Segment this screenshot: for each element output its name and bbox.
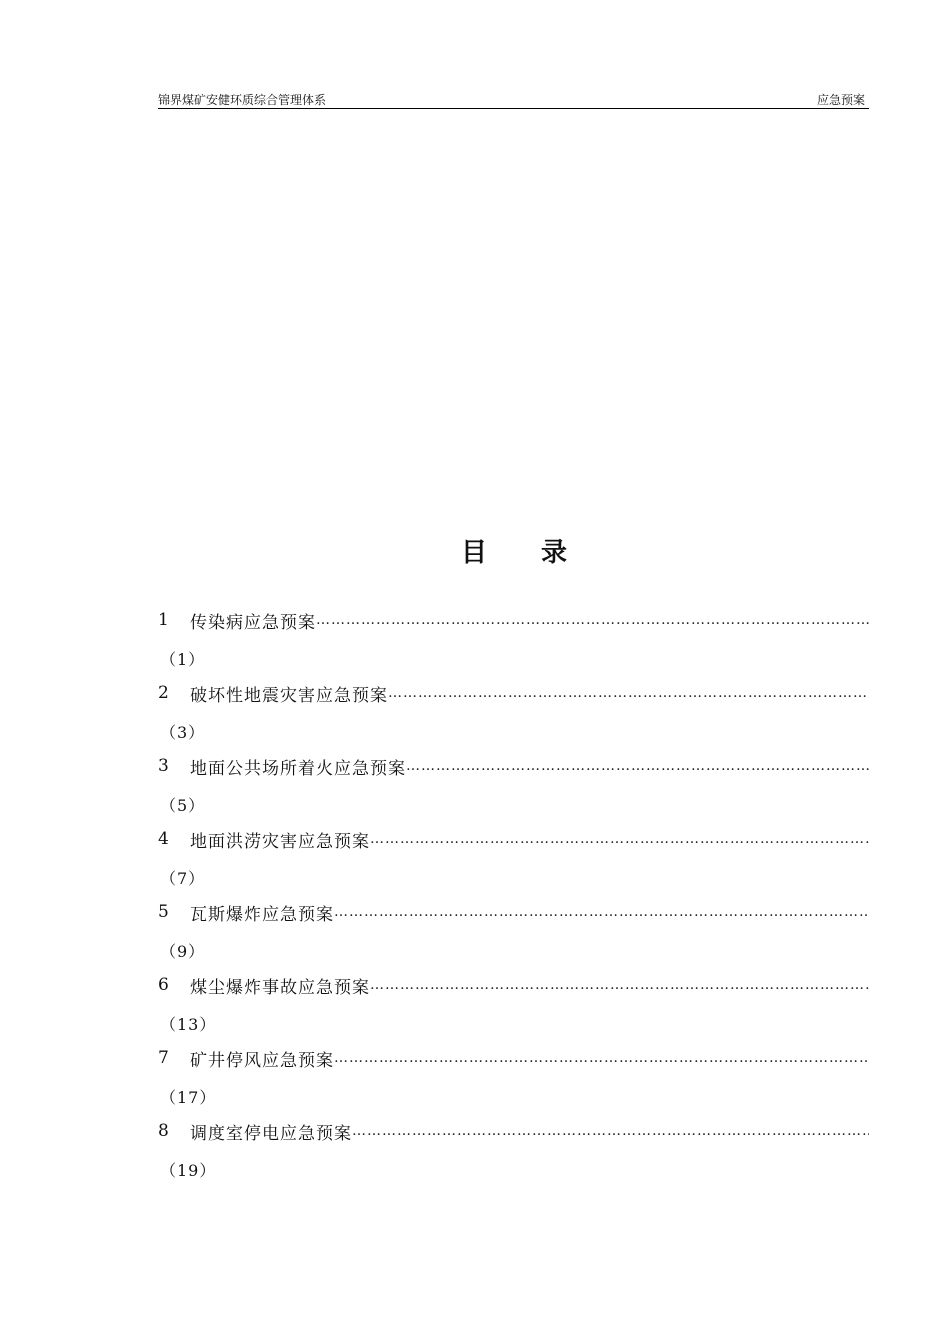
header-left-title: 锦界煤矿安健环质综合管理体系 bbox=[158, 93, 327, 107]
toc-entry[interactable] bbox=[158, 1117, 869, 1190]
toc-entry-title[interactable]: 地面公共场所着火应急预案 bbox=[190, 758, 406, 779]
toc-entry[interactable] bbox=[158, 971, 869, 1044]
toc-entry[interactable] bbox=[158, 1044, 869, 1117]
toc-entry-number: 5 bbox=[158, 902, 169, 922]
toc-entry-number: 7 bbox=[158, 1048, 169, 1068]
toc-dot-leader bbox=[334, 1050, 869, 1066]
toc-entry-number: 3 bbox=[158, 756, 169, 776]
toc-dot-leader bbox=[316, 612, 869, 628]
toc-dot-leader bbox=[406, 758, 869, 774]
toc-entry-page: （19） bbox=[160, 1161, 217, 1180]
toc-dot-leader bbox=[370, 831, 869, 847]
toc-entry-title[interactable]: 破坏性地震灾害应急预案 bbox=[190, 685, 388, 706]
toc-entry-number: 2 bbox=[158, 683, 169, 703]
toc-dot-leader bbox=[370, 977, 869, 993]
toc-entry-page: （17） bbox=[160, 1088, 217, 1107]
toc-dot-leader bbox=[388, 685, 869, 701]
toc-entry[interactable] bbox=[158, 752, 869, 825]
toc-entry-number: 8 bbox=[158, 1121, 169, 1141]
page-header bbox=[158, 90, 869, 109]
toc-entry-page: （1） bbox=[160, 650, 206, 669]
toc-entry-number: 6 bbox=[158, 975, 169, 995]
toc-entry[interactable] bbox=[158, 825, 869, 898]
toc-title bbox=[0, 532, 950, 569]
toc-entry[interactable] bbox=[158, 606, 869, 679]
toc-entry-page: （9） bbox=[160, 942, 206, 961]
toc-entry-title[interactable]: 地面洪涝灾害应急预案 bbox=[190, 831, 370, 852]
toc-entry-number: 1 bbox=[158, 610, 169, 630]
toc-entry-title[interactable]: 调度室停电应急预案 bbox=[190, 1123, 352, 1144]
table-of-contents bbox=[158, 606, 869, 1190]
toc-entry-page: （13） bbox=[160, 1015, 217, 1034]
toc-entry-title[interactable]: 传染病应急预案 bbox=[190, 612, 316, 633]
toc-entry-page: （7） bbox=[160, 869, 206, 888]
toc-entry-title[interactable]: 矿井停风应急预案 bbox=[190, 1050, 334, 1071]
toc-entry-page: （3） bbox=[160, 723, 206, 742]
toc-dot-leader bbox=[352, 1123, 869, 1139]
toc-entry-page: （5） bbox=[160, 796, 206, 815]
toc-entry-number: 4 bbox=[158, 829, 169, 849]
header-right-title: 应急预案 bbox=[816, 93, 865, 107]
toc-entry[interactable] bbox=[158, 679, 869, 752]
toc-entry[interactable] bbox=[158, 898, 869, 971]
toc-dot-leader bbox=[334, 904, 869, 920]
toc-title-char-2: 录 bbox=[541, 538, 570, 568]
toc-entry-title[interactable]: 煤尘爆炸事故应急预案 bbox=[190, 977, 370, 998]
toc-title-char-1: 目 bbox=[460, 538, 489, 568]
toc-entry-title[interactable]: 瓦斯爆炸应急预案 bbox=[190, 904, 334, 925]
